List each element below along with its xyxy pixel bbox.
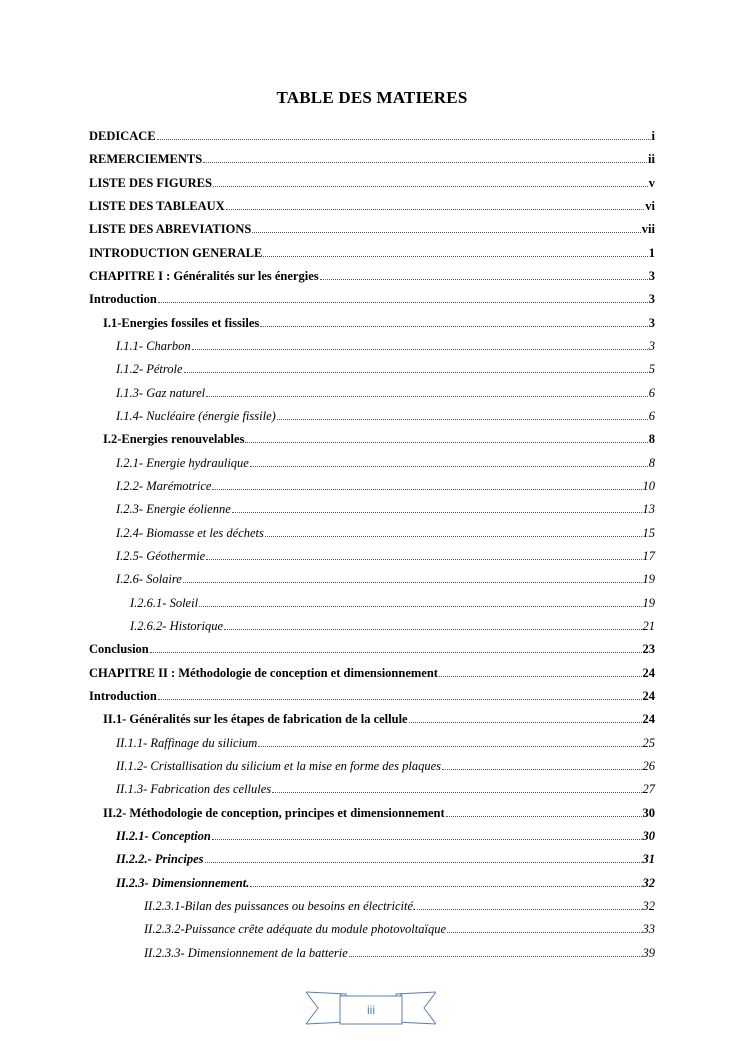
toc-entry[interactable] xyxy=(89,151,655,167)
toc-entry-label: I.1.4- Nucléaire (énergie fissile) xyxy=(116,409,276,423)
dot-leader xyxy=(206,548,641,560)
toc-entry[interactable] xyxy=(116,478,655,494)
toc-entry-page: 26 xyxy=(642,759,655,773)
toc-entry-label: II.2.1- Conception xyxy=(116,829,211,843)
toc-entry-label: I.2.2- Marémotrice xyxy=(116,479,212,493)
toc-entry-label: CHAPITRE I : Généralités sur les énergies xyxy=(89,269,319,283)
toc-entry[interactable] xyxy=(116,875,655,891)
dot-leader xyxy=(212,828,642,840)
toc-entry-page: 8 xyxy=(648,456,655,470)
toc-entry-page: v xyxy=(648,176,655,190)
toc-entry-label: I.2.6.1- Soleil xyxy=(130,596,199,610)
dot-leader xyxy=(260,315,648,327)
toc-entry[interactable] xyxy=(116,385,655,401)
dot-leader xyxy=(258,735,641,747)
dot-leader xyxy=(265,525,642,537)
toc-entry-page: 15 xyxy=(642,526,655,540)
toc-entry-label: LISTE DES TABLEAUX xyxy=(89,199,225,213)
toc-entry-page: 3 xyxy=(648,339,655,353)
dot-leader xyxy=(442,758,642,770)
toc-entry[interactable] xyxy=(89,128,655,144)
dot-leader xyxy=(263,245,647,257)
toc-entry-page: 6 xyxy=(648,409,655,423)
dot-leader xyxy=(245,431,647,443)
page-title: TABLE DES MATIERES xyxy=(276,88,468,107)
toc-entry-page: 10 xyxy=(642,479,655,493)
dot-leader xyxy=(183,571,642,583)
dot-leader xyxy=(320,268,648,280)
dot-leader xyxy=(252,221,640,233)
dot-leader xyxy=(199,595,641,607)
toc-entry-page: i xyxy=(651,129,655,143)
toc-entry[interactable] xyxy=(89,268,655,284)
toc-entry-label: II.1- Généralités sur les étapes de fabrication de la cellule xyxy=(103,712,408,726)
dot-leader xyxy=(272,781,641,793)
toc-entry[interactable] xyxy=(89,688,655,704)
toc-entry-page: 33 xyxy=(642,922,655,936)
toc-entry-label: Introduction xyxy=(89,689,157,703)
dot-leader xyxy=(206,385,648,397)
toc-entry-label: II.2.3- Dimensionnement. xyxy=(116,876,250,890)
toc-entry[interactable] xyxy=(103,805,655,821)
dot-leader xyxy=(409,711,642,723)
toc-entry-page: 30 xyxy=(642,829,655,843)
dot-leader xyxy=(205,851,642,863)
toc-entry[interactable] xyxy=(89,175,655,191)
toc-entry[interactable] xyxy=(89,245,655,261)
toc-entry[interactable] xyxy=(103,431,655,447)
dot-leader xyxy=(157,128,651,140)
toc-entry[interactable] xyxy=(116,828,655,844)
toc-entry-page: 1 xyxy=(648,246,655,260)
toc-entry-label: I.2-Energies renouvelables xyxy=(103,432,245,446)
toc-entry-page: 39 xyxy=(642,946,655,960)
toc-entry[interactable] xyxy=(130,618,655,634)
toc-entry-label: DEDICACE xyxy=(89,129,156,143)
toc-entry-page: 30 xyxy=(642,806,655,820)
toc-entry-label: LISTE DES ABREVIATIONS xyxy=(89,222,252,236)
toc-entry[interactable] xyxy=(89,641,655,657)
page-number: iii xyxy=(367,1003,375,1017)
toc-entry-page: 3 xyxy=(648,316,655,330)
toc-entry[interactable] xyxy=(103,711,655,727)
dot-leader xyxy=(192,338,648,350)
toc-entry-label: II.2.3.1-Bilan des puissances ou besoins en électricité. xyxy=(144,899,417,913)
toc-entry[interactable] xyxy=(116,455,655,471)
dot-leader xyxy=(439,665,642,677)
toc-entry-page: 25 xyxy=(642,736,655,750)
dot-leader xyxy=(203,151,647,163)
toc-entry-label: REMERCIEMENTS xyxy=(89,152,203,166)
toc-entry[interactable] xyxy=(116,501,655,517)
toc-entry-page: 27 xyxy=(642,782,655,796)
toc-entry-page: 5 xyxy=(648,362,655,376)
toc-entry-page: 23 xyxy=(642,642,655,656)
toc-entry-page: 19 xyxy=(642,572,655,586)
toc-entry-label: INTRODUCTION GENERALE xyxy=(89,246,263,260)
toc-entry-page: 6 xyxy=(648,386,655,400)
toc-entry[interactable] xyxy=(116,571,655,587)
toc-entry-page: 24 xyxy=(642,689,655,703)
toc-entry-label: CHAPITRE II : Méthodologie de conception et dimensionnement xyxy=(89,666,438,680)
toc-entry-page: 13 xyxy=(642,502,655,516)
dot-leader xyxy=(150,641,642,653)
dot-leader xyxy=(224,618,641,630)
toc-entry-label: II.2- Méthodologie de conception, principes et dimensionnement xyxy=(103,806,445,820)
toc-entry-label: II.1.3- Fabrication des cellules xyxy=(116,782,272,796)
toc-entry[interactable] xyxy=(144,898,655,914)
dot-leader xyxy=(212,478,641,490)
toc-entry-label: I.1.1- Charbon xyxy=(116,339,191,353)
dot-leader xyxy=(226,198,645,210)
dot-leader xyxy=(250,875,641,887)
toc-entry-label: Introduction xyxy=(89,292,157,306)
dot-leader xyxy=(213,175,648,187)
toc-entry-label: II.1.2- Cristallisation du silicium et la mise en forme des plaques xyxy=(116,759,441,773)
toc-entry[interactable] xyxy=(89,665,655,681)
toc-entry[interactable] xyxy=(116,781,655,797)
toc-entry-label: I.1.2- Pétrole xyxy=(116,362,183,376)
toc-entry-page: ii xyxy=(648,152,655,166)
toc-entry-label: II.2.3.3- Dimensionnement de la batterie xyxy=(144,946,348,960)
toc-entry[interactable] xyxy=(116,525,655,541)
toc-entry[interactable] xyxy=(116,758,655,774)
toc-entry-page: vii xyxy=(641,222,655,236)
toc-entry-label: I.2.1- Energie hydraulique xyxy=(116,456,249,470)
toc-entry-page: 8 xyxy=(648,432,655,446)
toc-entry-label: I.1-Energies fossiles et fissiles xyxy=(103,316,260,330)
toc-entry[interactable] xyxy=(89,198,655,214)
toc-entry[interactable] xyxy=(144,945,655,961)
toc-entry-page: 3 xyxy=(648,269,655,283)
dot-leader xyxy=(158,688,642,700)
toc-entry[interactable] xyxy=(116,851,655,867)
toc-entry-label: I.2.5- Géothermie xyxy=(116,549,206,563)
toc-entry-page: 21 xyxy=(642,619,655,633)
toc-entry[interactable] xyxy=(116,361,655,377)
toc-entry-label: II.2.2.- Principes xyxy=(116,852,204,866)
dot-leader xyxy=(417,898,641,910)
toc-entry[interactable] xyxy=(116,338,655,354)
toc-entry[interactable] xyxy=(89,291,655,307)
toc-entry-label: I.2.6- Solaire xyxy=(116,572,182,586)
toc-entry-label: I.2.6.2- Historique xyxy=(130,619,224,633)
toc-entry[interactable] xyxy=(144,921,655,937)
dot-leader xyxy=(250,455,648,467)
toc-entry-page: 31 xyxy=(642,852,655,866)
toc-entry-label: Conclusion xyxy=(89,642,149,656)
toc-entry-page: 24 xyxy=(642,712,655,726)
dot-leader xyxy=(447,921,641,933)
dot-leader xyxy=(349,945,642,957)
toc-entry-label: LISTE DES FIGURES xyxy=(89,176,212,190)
dot-leader xyxy=(277,408,648,420)
toc-entry-page: 19 xyxy=(642,596,655,610)
dot-leader xyxy=(184,361,648,373)
toc-entry-label: II.1.1- Raffinage du silicium xyxy=(116,736,258,750)
toc-entry-label: I.2.4- Biomasse et les déchets xyxy=(116,526,264,540)
toc-entry[interactable] xyxy=(130,595,655,611)
toc-entry-label: I.2.3- Energie éolienne xyxy=(116,502,231,516)
toc-entry-page: vi xyxy=(645,199,655,213)
toc-entry[interactable] xyxy=(116,548,655,564)
dot-leader xyxy=(446,805,642,817)
dot-leader xyxy=(158,291,648,303)
toc-entry-page: 32 xyxy=(642,876,655,890)
toc-entry-label: I.1.3- Gaz naturel xyxy=(116,386,206,400)
toc-entry[interactable] xyxy=(103,315,655,331)
toc-entry-label: II.2.3.2-Puissance crête adéquate du module photovoltaïque xyxy=(144,922,447,936)
dot-leader xyxy=(232,501,642,513)
toc-entry-page: 24 xyxy=(642,666,655,680)
toc-entry-page: 17 xyxy=(642,549,655,563)
toc-entry[interactable] xyxy=(89,221,655,237)
toc-entry[interactable] xyxy=(116,735,655,751)
toc-entry-page: 32 xyxy=(642,899,655,913)
toc-entry[interactable] xyxy=(116,408,655,424)
toc-entry-page: 3 xyxy=(648,292,655,306)
